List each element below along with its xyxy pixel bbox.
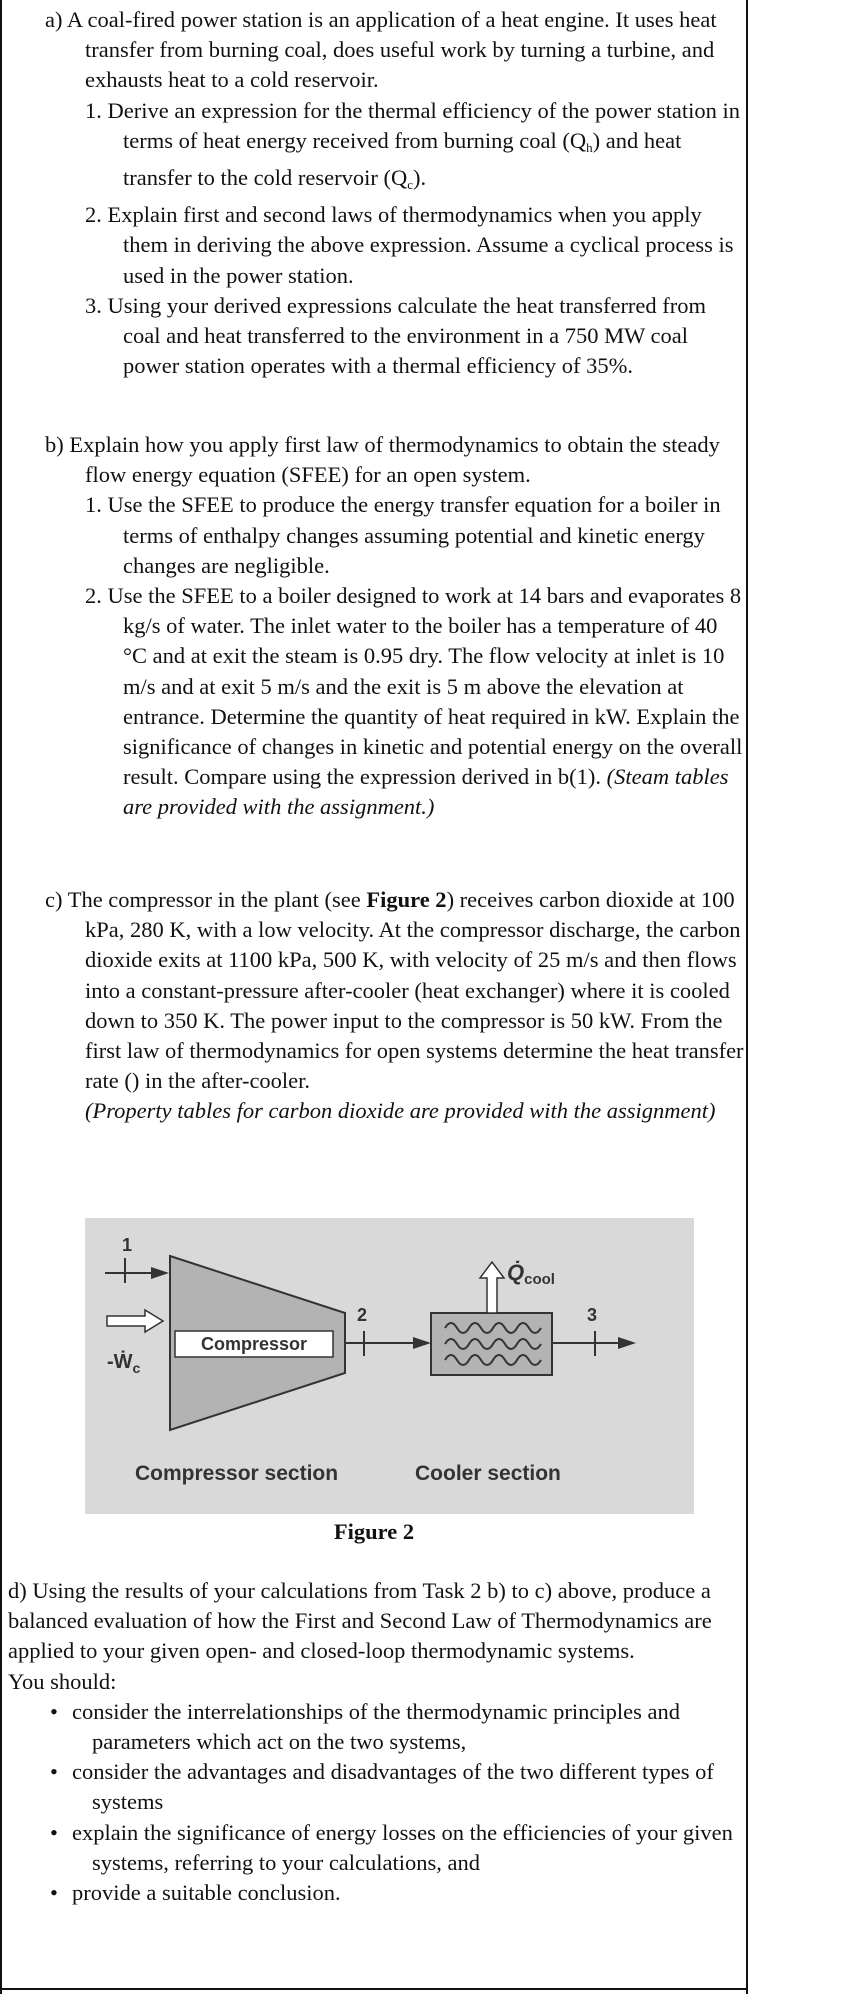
work-subscript: c xyxy=(132,1360,141,1376)
item-number: 1. xyxy=(85,97,102,123)
item-text: ). xyxy=(413,165,427,191)
item-text: Use the SFEE to a boiler designed to work at 14 bars and evaporates 8 kg/s of water. The inlet water to the boiler has a temperature of 40 °C and at exit the steam is 0.95 dry. The flow velocity at inlet is 10 m/s and at exit 5 m/s and the exit is 5 m above the elevation at entrance. Determine the quantity of heat required in kW. Explain the significance of changes in kinetic and potential energy on the overall result. Compare using the expression derived in b(1). xyxy=(107,583,743,790)
compressor-cooler-diagram xyxy=(85,1218,694,1514)
property-tables-note: (Property tables for carbon dioxide are provided with the assignment) xyxy=(85,1098,716,1124)
part-b-intro-text: Explain how you apply first law of thermodynamics to obtain the steady flow energy equation (SFEE) for an open system. xyxy=(69,432,720,488)
work-label xyxy=(107,1350,141,1376)
part-c xyxy=(45,885,745,1127)
item-number: 2. xyxy=(85,583,102,609)
state-2-arrow-icon xyxy=(413,1337,431,1349)
item-number: 3. xyxy=(85,292,102,318)
part-a xyxy=(45,5,745,381)
part-c-text-end: ) receives carbon dioxide at 100 kPa, 280 K, with a low velocity. At the compressor discharge, the carbon dioxide exits at 1100 kPa, 500 K, with velocity of 25 m/s and then flows into a constant-pressure after-cooler (heat exchanger) where it is cooled down to 350 K. The power input to the compressor is 50 kW. From the first law of thermodynamics for open systems determine the heat transfer rate () in the after-cooler. xyxy=(85,887,744,1094)
item-text: Using your derived expressions calculate the heat transferred from coal and heat transferred to the environment in a 750 MW coal power station operates with a thermal efficiency of 35%. xyxy=(107,292,707,379)
inlet-arrow-icon xyxy=(151,1267,169,1279)
bullet-item xyxy=(50,1878,736,1908)
bullet-icon: • xyxy=(50,1819,58,1845)
page-right-border xyxy=(746,0,748,1994)
figure-2 xyxy=(85,1218,694,1514)
part-c-text xyxy=(45,885,745,1096)
part-b-item-2 xyxy=(85,581,745,823)
bullet-text: explain the significance of energy losses on the efficiencies of your given systems, referring to your calculations, and xyxy=(72,1819,733,1875)
page-bottom-border xyxy=(0,1988,748,1990)
part-a-intro-text: A coal-fired power station is an application of a heat engine. It uses heat transfer from burning coal, does useful work by turning a turbine, and exhausts heat to a cold reservoir. xyxy=(66,7,717,93)
item-number: 1. xyxy=(85,492,102,518)
bullet-icon: • xyxy=(50,1698,58,1724)
figure-reference: Figure 2 xyxy=(366,887,447,912)
part-c-label: c) xyxy=(45,887,63,912)
bullet-text: consider the advantages and disadvantages of the two different types of systems xyxy=(72,1759,714,1815)
bullet-item xyxy=(50,1818,736,1878)
bullet-text: provide a suitable conclusion. xyxy=(72,1880,341,1906)
item-text: Derive an expression for the thermal efficiency of the power station in terms of heat energy received from burning coal (Q xyxy=(107,97,740,153)
cooler-section-label: Cooler section xyxy=(415,1462,561,1485)
page-left-border xyxy=(0,0,2,1994)
state-3-label: 3 xyxy=(587,1305,598,1325)
heat-out-arrow-icon xyxy=(480,1262,504,1313)
item-text: ) and heat transfer to the cold reservoir (Q xyxy=(123,127,682,191)
part-b-item-1 xyxy=(85,490,745,581)
outlet-arrow-icon xyxy=(618,1337,636,1349)
part-a-intro xyxy=(45,5,745,96)
subscript-h: h xyxy=(586,139,593,155)
work-input-arrow-icon xyxy=(107,1310,163,1332)
subscript-c: c xyxy=(407,177,414,193)
bullet-item xyxy=(50,1697,736,1757)
bullet-item xyxy=(50,1757,736,1817)
work-symbol: -Ẇ xyxy=(107,1351,133,1373)
bullet-text: consider the interrelationships of the thermodynamic principles and parameters which act on the two systems, xyxy=(72,1698,680,1755)
part-a-item-1 xyxy=(85,96,745,201)
part-b xyxy=(45,430,745,823)
compressor-label: Compressor xyxy=(200,1334,308,1354)
compressor-section-label: Compressor section xyxy=(135,1462,339,1485)
part-d-intro: d) Using the results of your calculations from Task 2 b) to c) above, produce a balanced evaluation of how the First and Second Law of Thermodynamics are applied to your given open- and closed-loop thermodynamic systems. xyxy=(8,1578,712,1664)
state-2-label: 2 xyxy=(357,1305,368,1325)
item-text: Explain first and second laws of thermodynamics when you apply them in deriving the above expression. Assume a cyclical process is used in the power station. xyxy=(107,202,734,288)
part-a-item-3 xyxy=(85,291,745,382)
part-d xyxy=(8,1576,736,1908)
you-should-label: You should: xyxy=(8,1668,117,1694)
part-b-intro xyxy=(45,430,745,490)
heat-rate-symbol: Q̇ xyxy=(507,1260,525,1285)
state-1-label: 1 xyxy=(122,1235,133,1255)
part-a-item-2 xyxy=(85,200,745,291)
heat-rate-subscript: cool xyxy=(524,1271,555,1288)
part-c-text-start: The compressor in the plant (see xyxy=(67,887,367,912)
bullet-icon: • xyxy=(50,1759,58,1785)
part-d-bullet-list xyxy=(8,1697,736,1908)
part-a-label: a) xyxy=(45,7,63,32)
part-b-label: b) xyxy=(45,432,64,457)
bullet-icon: • xyxy=(50,1880,58,1906)
heat-rate-label xyxy=(507,1260,555,1288)
item-text: Use the SFEE to produce the energy transfer equation for a boiler in terms of enthalpy changes assuming potential and kinetic energy changes are negligible. xyxy=(107,492,721,578)
figure-caption: Figure 2 xyxy=(333,1519,415,1544)
item-number: 2. xyxy=(85,202,102,228)
part-c-note xyxy=(45,1096,745,1126)
steam-tables-note: (Steam tables are provided with the assignment.) xyxy=(123,764,729,820)
